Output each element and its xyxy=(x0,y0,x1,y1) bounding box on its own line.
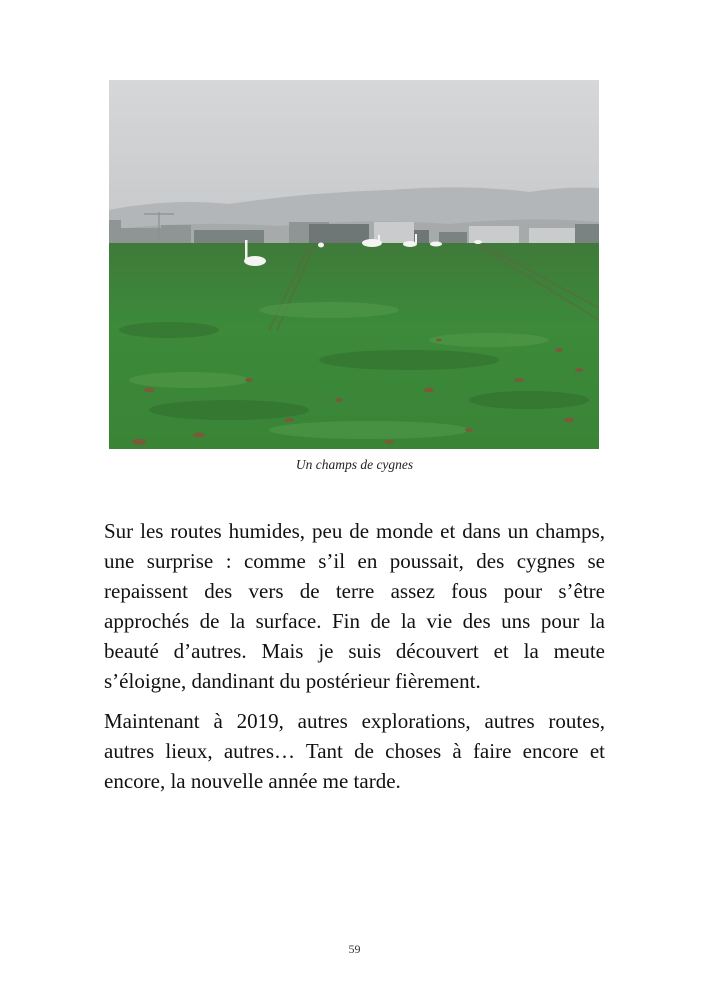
page-number: 59 xyxy=(348,942,361,956)
swans-field-photo xyxy=(109,80,599,449)
paragraph: Maintenant à 2019, autres explorations, autres routes, autres lieux, autres… Tant de choses à faire encore et encore, la nouvelle année me tarde. xyxy=(104,709,605,793)
figure-caption: Un champs de cygnes xyxy=(295,457,414,472)
body-text xyxy=(104,516,605,806)
paragraph: Sur les routes humides, peu de monde et dans un champs, une surprise : comme s’il en poussait, des cygnes se repaissent des vers de terre assez fous pour s’être approchés de la surface. Fin de la vie des uns pour la beauté d’autres. Mais je suis découvert et la meute s’éloigne, dandinant du postérieur fièrement. xyxy=(104,519,605,693)
